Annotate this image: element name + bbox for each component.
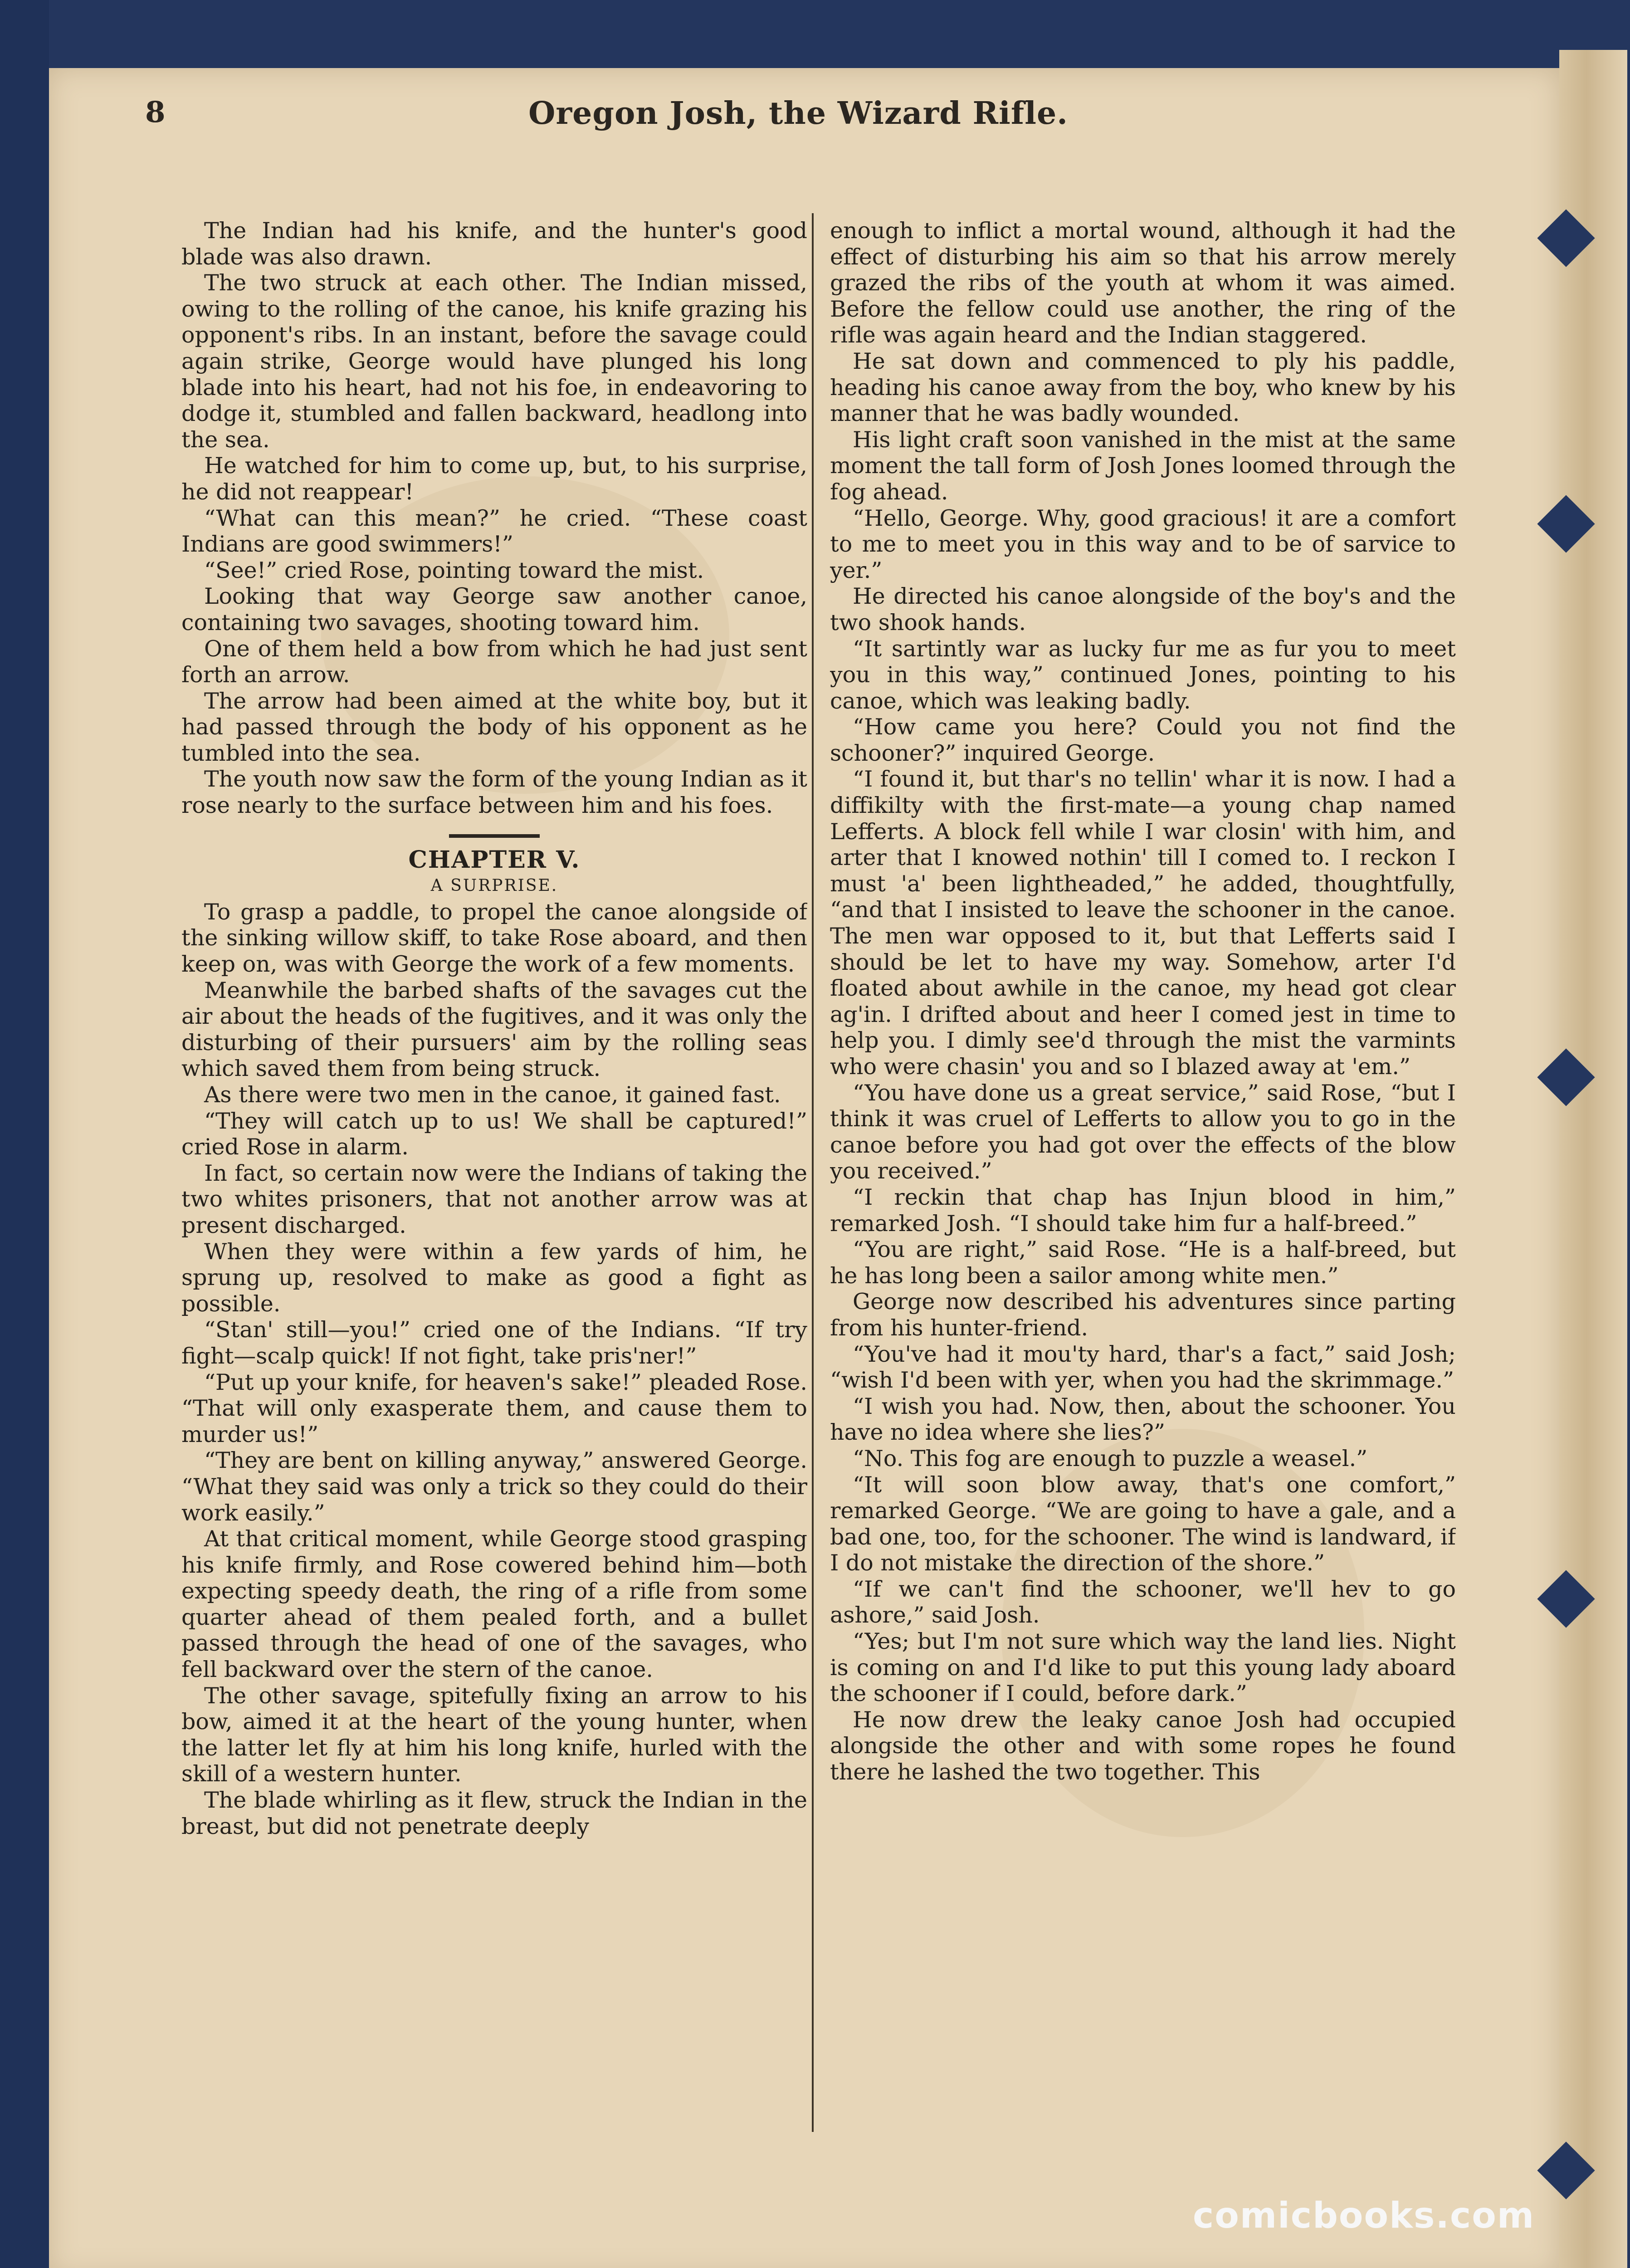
column-divider xyxy=(812,213,814,2132)
binding-edge xyxy=(1559,50,1627,2268)
paragraph: “What can this mean?” he cried. “These coast Indians are good swimmers!” xyxy=(181,505,807,557)
paragraph: He directed his canoe alongside of the boy's and the two shook hands. xyxy=(830,583,1456,635)
paragraph: “See!” cried Rose, pointing toward the mist. xyxy=(204,557,704,583)
paragraph: “If we can't find the schooner, we'll hev to go ashore,” said Josh. xyxy=(830,1576,1456,1628)
chapter-rule xyxy=(449,834,540,838)
paragraph: “It sartintly war as lucky fur me as fur you to meet you in this way,” continued Jones, pointing to his canoe, which was leaking badly. xyxy=(830,635,1456,714)
paragraph: “You have done us a great service,” said Rose, “but I think it was cruel of Lefferts to allow you to go in the canoe before you had got over the effects of the blow you received.” xyxy=(830,1080,1456,1184)
paragraph: He sat down and commenced to ply his paddle, heading his canoe away from the boy, who knew by his manner that he was badly wounded. xyxy=(830,348,1456,427)
paragraph: At that critical moment, while George stood grasping his knife firmly, and Rose cowered behind him—both expecting speedy death, the ring of a rifle from some quarter ahead of them pealed forth, and a bullet passed through the head of one of the savages, who fell backward over the stern of the canoe. xyxy=(181,1526,807,1683)
paragraph: “How came you here? Could you not find the schooner?” inquired George. xyxy=(830,714,1456,766)
paragraph: In fact, so certain now were the Indians of taking the two whites prisoners, that not another arrow was at present discharged. xyxy=(181,1160,807,1238)
paragraph: Meanwhile the barbed shafts of the savages cut the air about the heads of the fugitives, and it was only the disturbing of their pursuers' aim by the rolling seas which saved them from being struck. xyxy=(181,977,807,1082)
paragraph: “Hello, George. Why, good gracious! it are a comfort to me to meet you in this way and to be of sarvice to yer.” xyxy=(830,505,1456,583)
right-column xyxy=(830,218,1456,2123)
paragraph: The two struck at each other. The Indian missed, owing to the rolling of the canoe, his knife grazing his opponent's ribs. In an instant, before the savage could again strike, George would have plunged his long blade into his heart, had not his foe, in endeavoring to dodge it, stumbled and fallen backward, headlong into the sea. xyxy=(181,270,807,453)
paragraph: “Stan' still—you!” cried one of the Indians. “If try fight—scalp quick! If not fight, take pris'ner!” xyxy=(181,1317,807,1369)
page-number: 8 xyxy=(145,95,166,129)
left-paragraphs-before-chapter xyxy=(181,218,807,819)
paragraph: “You've had it mou'ty hard, thar's a fact,” said Josh; “wish I'd been with yer, when you had the skrimmage.” xyxy=(830,1341,1456,1393)
paragraph: The arrow had been aimed at the white boy, but it had passed through the body of his opponent as he tumbled into the sea. xyxy=(181,688,807,766)
paragraph: “It will soon blow away, that's one comfort,” remarked George. “We are going to have a gale, and a bad one, too, for the schooner. The wind is landward, if I do not mistake the direction of the shore.” xyxy=(830,1471,1456,1576)
background-frame xyxy=(0,0,49,2268)
chapter-title: CHAPTER V. xyxy=(408,846,581,874)
paragraph: “I found it, but thar's no tellin' whar it is now. I had a diffikilty with the first-mate—a young chap named Lefferts. A block fell while I war closin' with him, and arter that I knowed nothin' till I comed to. I reckon I must 'a' been lightheaded,” he added, thoughtfully, “and that I insisted to leave the schooner in the canoe. The men war opposed to it, but that Lefferts said I should be let to have my way. Somehow, arter I'd floated about awhile in the canoe, my head got clear ag'in. I drifted about and heer I comed jest in time to help you. I dimly see'd through the mist the varmints who were chasin' you and so I blazed away at 'em.” xyxy=(830,766,1456,1080)
running-title: Oregon Josh, the Wizard Rifle. xyxy=(528,95,1068,132)
paragraph: As there were two men in the canoe, it gained fast. xyxy=(204,1082,781,1108)
left-paragraphs-after-chapter xyxy=(181,899,807,1839)
paragraph: “No. This fog are enough to puzzle a weasel.” xyxy=(853,1445,1368,1471)
paragraph: He now drew the leaky canoe Josh had occupied alongside the other and with some ropes he found there he lashed the two together. This xyxy=(830,1706,1456,1785)
paragraph: enough to inflict a mortal wound, although it had the effect of disturbing his aim so that his arrow merely grazed the ribs of the youth at whom it was aimed. Before the fellow could use another, the ring of the rifle was again heard and the Indian staggered. xyxy=(830,218,1456,348)
paragraph: The youth now saw the form of the young Indian as it rose nearly to the surface between him and his foes. xyxy=(181,766,807,819)
paragraph: The other savage, spitefully fixing an arrow to his bow, aimed it at the heart of the young hunter, when the latter let fly at him his long knife, hurled with the skill of a western hunter. xyxy=(181,1682,807,1787)
right-paragraphs xyxy=(830,218,1456,1785)
paragraph: He watched for him to come up, but, to his surprise, he did not reappear! xyxy=(181,453,807,505)
paragraph: To grasp a paddle, to propel the canoe alongside of the sinking willow skiff, to take Rose aboard, and then keep on, was with George the work of a few moments. xyxy=(181,899,807,978)
left-column xyxy=(181,218,807,2123)
paragraph: “You are right,” said Rose. “He is a half-breed, but he has long been a sailor among white men.” xyxy=(830,1237,1456,1289)
paragraph: “They will catch up to us! We shall be captured!” cried Rose in alarm. xyxy=(181,1108,807,1160)
paragraph: The blade whirling as it flew, struck the Indian in the breast, but did not penetrate deeply xyxy=(181,1787,807,1839)
paragraph: When they were within a few yards of him, he sprung up, resolved to make as good a fight as possible. xyxy=(181,1238,807,1317)
paragraph: “They are bent on killing anyway,” answered George. “What they said was only a trick so they could do their work easily.” xyxy=(181,1447,807,1526)
paragraph: One of them held a bow from which he had just sent forth an arrow. xyxy=(181,635,807,688)
page-header xyxy=(145,95,1451,168)
watermark: comicbooks.com xyxy=(1193,2195,1535,2236)
paragraph: “I reckin that chap has Injun blood in him,” remarked Josh. “I should take him fur a half-breed.” xyxy=(830,1184,1456,1237)
paragraph: George now described his adventures since parting from his hunter-friend. xyxy=(830,1289,1456,1341)
paragraph: Looking that way George saw another canoe, containing two savages, shooting toward him. xyxy=(181,583,807,635)
chapter-subtitle: A SURPRISE. xyxy=(430,876,558,895)
paragraph: “I wish you had. Now, then, about the schooner. You have no idea where she lies?” xyxy=(830,1393,1456,1446)
paragraph: “Put up your knife, for heaven's sake!” pleaded Rose. “That will only exasperate them, and cause them to murder us!” xyxy=(181,1369,807,1447)
paragraph: “Yes; but I'm not sure which way the land lies. Night is coming on and I'd like to put this young lady aboard the schooner if I could, before dark.” xyxy=(830,1628,1456,1707)
paragraph: His light craft soon vanished in the mist at the same moment the tall form of Josh Jones loomed through the fog ahead. xyxy=(830,426,1456,505)
paragraph: The Indian had his knife, and the hunter's good blade was also drawn. xyxy=(181,218,807,270)
